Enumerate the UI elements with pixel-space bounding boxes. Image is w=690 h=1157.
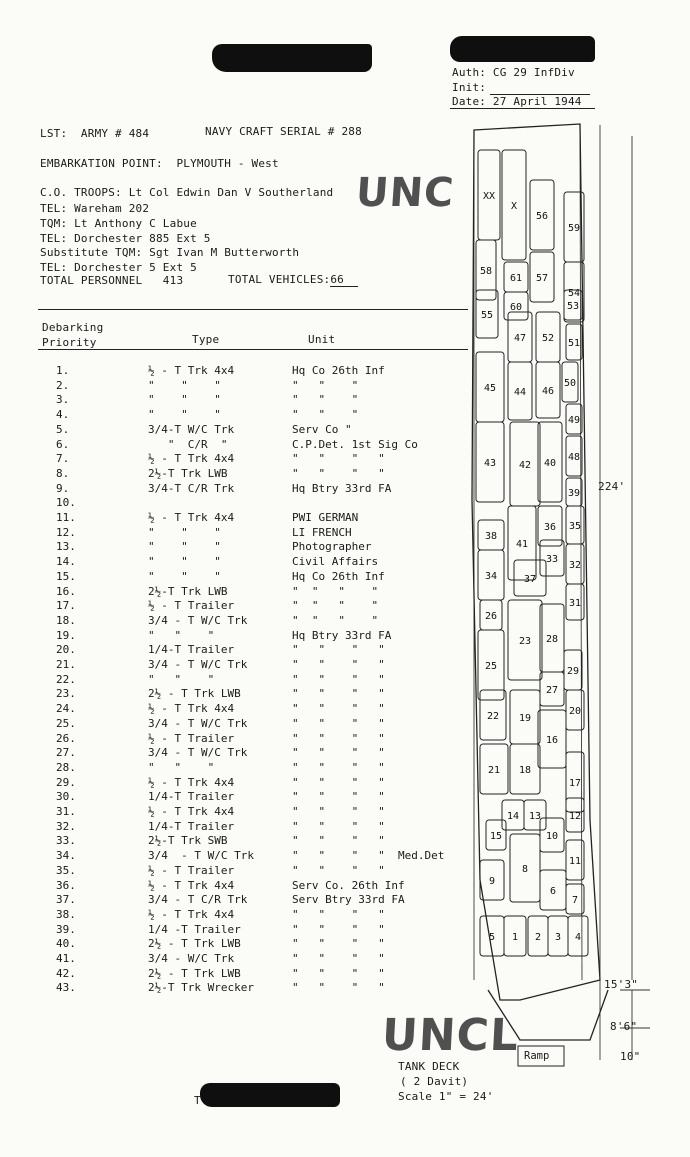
vehicle-unit: " " " " bbox=[292, 923, 385, 936]
vehicle-type: 2½-T Trk LWB bbox=[148, 467, 228, 480]
lst-number: LST: ARMY # 484 bbox=[40, 127, 150, 140]
section-rule bbox=[38, 309, 468, 310]
priority-number: 21. bbox=[56, 658, 76, 671]
deck-slot-label: 46 bbox=[541, 386, 555, 397]
vehicle-unit: " " " " Med.Det bbox=[292, 849, 445, 862]
deck-slot-label: 54 bbox=[567, 288, 581, 299]
deck-slot bbox=[566, 436, 582, 476]
deck-slot-label: 13 bbox=[528, 811, 542, 822]
deck-slot-label: 36 bbox=[543, 522, 557, 533]
deck-slot bbox=[528, 916, 548, 956]
deck-slot bbox=[566, 544, 584, 584]
ramp-label: Ramp bbox=[524, 1050, 550, 1062]
deck-slot-label: 5 bbox=[488, 932, 496, 943]
vehicle-unit: Hq Btry 33rd FA bbox=[292, 629, 392, 642]
deck-slot-label: 41 bbox=[515, 539, 529, 550]
vehicle-unit: Serv Co " bbox=[292, 423, 352, 436]
priority-number: 10. bbox=[56, 496, 76, 509]
vehicle-type: 3/4-T W/C Trk bbox=[148, 423, 235, 436]
deck-slot bbox=[564, 290, 582, 320]
deck-slot bbox=[568, 916, 588, 956]
priority-number: 23. bbox=[56, 687, 76, 700]
vehicle-type: 2½ - T Trk LWB bbox=[148, 687, 241, 700]
vehicle-type: 3/4 - T W/C Trk bbox=[148, 849, 254, 862]
priority-number: 38. bbox=[56, 908, 76, 921]
priority-header-line1: Debarking bbox=[42, 321, 104, 334]
vehicle-type: " " " bbox=[148, 393, 221, 406]
vehicle-unit: " " " bbox=[292, 408, 359, 421]
vehicle-unit: " " " " bbox=[292, 673, 385, 686]
priority-number: 12. bbox=[56, 526, 76, 539]
vehicle-type: 2½-T Trk Wrecker bbox=[148, 981, 254, 994]
vehicle-unit: " " " " bbox=[292, 643, 385, 656]
embarkation-point: EMBARKATION POINT: PLYMOUTH - West bbox=[40, 157, 279, 170]
deck-slot bbox=[514, 560, 546, 596]
deck-slot-label: 2 bbox=[534, 932, 542, 943]
vehicle-unit: " " " " bbox=[292, 820, 385, 833]
deck-slot bbox=[530, 180, 554, 250]
tqm: TQM: Lt Anthony C Labue bbox=[40, 217, 197, 230]
priority-number: 36. bbox=[56, 879, 76, 892]
redaction-bar-top-right bbox=[450, 36, 595, 62]
vehicle-unit: Hq Co 26th Inf bbox=[292, 364, 385, 377]
deck-slot-label: 4 bbox=[574, 932, 582, 943]
priority-number: 5. bbox=[56, 423, 70, 436]
deck-slot bbox=[562, 362, 578, 402]
deck-slot-label: 16 bbox=[545, 735, 559, 746]
vehicle-type: " " " bbox=[148, 673, 215, 686]
deck-slot-label: 10 bbox=[545, 831, 559, 842]
priority-number: 8. bbox=[56, 467, 70, 480]
deck-slot-label: 42 bbox=[518, 460, 532, 471]
deck-slot bbox=[536, 362, 560, 418]
substitute-tqm: Substitute TQM: Sgt Ivan M Butterworth bbox=[40, 246, 300, 259]
deck-slot-label: 21 bbox=[487, 765, 501, 776]
deck-slot bbox=[538, 710, 566, 768]
deck-slot bbox=[476, 352, 504, 422]
vehicle-type: " " " bbox=[148, 761, 215, 774]
vehicle-unit: Hq Btry 33rd FA bbox=[292, 482, 392, 495]
init-line: Init: bbox=[452, 81, 487, 94]
priority-number: 22. bbox=[56, 673, 76, 686]
priority-number: 20. bbox=[56, 643, 76, 656]
deck-slot bbox=[566, 884, 584, 914]
deck-slot bbox=[504, 262, 528, 292]
deck-slot bbox=[502, 800, 524, 830]
priority-number: 3. bbox=[56, 393, 70, 406]
vehicles-underline bbox=[330, 286, 358, 287]
vehicle-unit: " " " " bbox=[292, 585, 379, 598]
deck-slot-label: 59 bbox=[567, 223, 581, 234]
vehicle-type: ½ - T Trk 4x4 bbox=[148, 879, 235, 892]
deck-slot-label: 28 bbox=[545, 634, 559, 645]
priority-number: 43. bbox=[56, 981, 76, 994]
deck-slot bbox=[564, 650, 582, 690]
deck-slot-label: 27 bbox=[545, 685, 559, 696]
deck-slot-label: 17 bbox=[568, 778, 582, 789]
priority-number: 6. bbox=[56, 438, 70, 451]
deck-slot bbox=[566, 840, 584, 880]
caption-davit: ( 2 Davit) bbox=[400, 1075, 469, 1088]
vehicle-unit: " " " " bbox=[292, 452, 385, 465]
vehicle-type: 2½-T Trk LWB bbox=[148, 585, 228, 598]
vehicle-type: ½ - T Trk 4x4 bbox=[148, 364, 235, 377]
vehicle-unit: Serv Btry 33rd FA bbox=[292, 893, 405, 906]
deck-slot bbox=[548, 916, 568, 956]
vehicle-unit: " " " " bbox=[292, 599, 379, 612]
deck-slot-label: 56 bbox=[535, 211, 549, 222]
vehicle-unit: " " " " bbox=[292, 908, 385, 921]
priority-number: 7. bbox=[56, 452, 70, 465]
deck-slot bbox=[566, 506, 584, 544]
deck-slot bbox=[530, 252, 554, 302]
vehicle-unit: " " " " bbox=[292, 702, 385, 715]
vehicle-type: " " " bbox=[148, 540, 221, 553]
priority-header-line2: Priority bbox=[42, 336, 97, 349]
deck-slot bbox=[502, 150, 526, 260]
deck-slot bbox=[566, 324, 582, 360]
deck-slot bbox=[508, 362, 532, 420]
deck-slot-label: 60 bbox=[509, 302, 523, 313]
priority-number: 18. bbox=[56, 614, 76, 627]
deck-slot-label: 23 bbox=[518, 636, 532, 647]
dimension-10: 10" bbox=[620, 1050, 641, 1063]
vehicle-type: ½ - T Trk 4x4 bbox=[148, 702, 235, 715]
vehicle-unit: PWI GERMAN bbox=[292, 511, 359, 524]
priority-number: 1. bbox=[56, 364, 70, 377]
deck-slot bbox=[538, 422, 562, 502]
vehicle-unit: " " " bbox=[292, 379, 359, 392]
type-header: Type bbox=[192, 333, 220, 346]
priority-number: 30. bbox=[56, 790, 76, 803]
vehicle-unit: " " " " bbox=[292, 981, 385, 994]
priority-number: 29. bbox=[56, 776, 76, 789]
deck-slot bbox=[540, 870, 566, 910]
priority-number: 4. bbox=[56, 408, 70, 421]
deck-slot-label: 11 bbox=[568, 856, 582, 867]
vehicle-unit: " " " " bbox=[292, 467, 385, 480]
tel-wareham: TEL: Wareham 202 bbox=[40, 202, 150, 215]
deck-slot-label: 29 bbox=[566, 666, 580, 677]
deck-slot bbox=[504, 292, 528, 320]
deck-slot bbox=[566, 798, 584, 832]
priority-number: 39. bbox=[56, 923, 76, 936]
header-underline bbox=[38, 349, 468, 350]
vehicle-unit: " " " " bbox=[292, 717, 385, 730]
caption-tank-deck: TANK DECK bbox=[398, 1060, 460, 1073]
date-line: Date: 27 April 1944 bbox=[452, 95, 582, 108]
deck-slot-label: 50 bbox=[563, 378, 577, 389]
deck-slot bbox=[540, 818, 564, 852]
vehicle-type: 3/4 - T C/R Trk bbox=[148, 893, 248, 906]
deck-slot bbox=[510, 834, 540, 902]
priority-number: 31. bbox=[56, 805, 76, 818]
vehicle-type: 1/4-T Trailer bbox=[148, 790, 235, 803]
footer-mark: T bbox=[194, 1094, 201, 1107]
priority-number: 37. bbox=[56, 893, 76, 906]
vehicle-unit: Civil Affairs bbox=[292, 555, 379, 568]
priority-number: 28. bbox=[56, 761, 76, 774]
vehicle-unit: " " " " bbox=[292, 732, 385, 745]
vehicle-unit: Photographer bbox=[292, 540, 372, 553]
vehicle-unit: " " " " bbox=[292, 746, 385, 759]
priority-number: 33. bbox=[56, 834, 76, 847]
deck-slot bbox=[510, 422, 540, 506]
deck-slot-label: 61 bbox=[509, 273, 523, 284]
deck-slot bbox=[480, 916, 504, 956]
deck-slot bbox=[538, 506, 562, 546]
vehicle-type: 3/4 - T W/C Trk bbox=[148, 658, 248, 671]
deck-slot bbox=[480, 600, 502, 630]
deck-slot bbox=[510, 690, 540, 744]
deck-slot-label: XX bbox=[482, 191, 496, 202]
deck-slot-label: 1 bbox=[511, 932, 519, 943]
deck-slot bbox=[566, 404, 582, 434]
vehicle-unit: " " " " bbox=[292, 864, 385, 877]
deck-slot bbox=[504, 916, 526, 956]
total-personnel: TOTAL PERSONNEL 413 bbox=[40, 274, 184, 287]
priority-number: 41. bbox=[56, 952, 76, 965]
priority-number: 19. bbox=[56, 629, 76, 642]
priority-number: 2. bbox=[56, 379, 70, 392]
priority-number: 14. bbox=[56, 555, 76, 568]
deck-slot-label: 35 bbox=[568, 521, 582, 532]
vehicle-unit: " " " bbox=[292, 393, 359, 406]
deck-slot bbox=[536, 312, 560, 362]
deck-slot-label: 58 bbox=[479, 266, 493, 277]
vehicle-type: ½ - T Trk 4x4 bbox=[148, 908, 235, 921]
deck-slot-label: 45 bbox=[483, 383, 497, 394]
length-dimension: 224' bbox=[598, 480, 626, 493]
deck-slot-label: 25 bbox=[484, 661, 498, 672]
priority-number: 15. bbox=[56, 570, 76, 583]
deck-slot-label: 12 bbox=[568, 811, 582, 822]
deck-slot-label: 20 bbox=[568, 706, 582, 717]
priority-number: 26. bbox=[56, 732, 76, 745]
vehicle-type: 3/4 - T W/C Trk bbox=[148, 614, 248, 627]
priority-number: 32. bbox=[56, 820, 76, 833]
deck-slot-label: 34 bbox=[484, 571, 498, 582]
vehicle-type: " C/R " bbox=[148, 438, 228, 451]
vehicle-type: " " " bbox=[148, 526, 221, 539]
deck-slot bbox=[564, 262, 584, 322]
vehicle-type: " " " bbox=[148, 408, 221, 421]
vehicle-type: " " " bbox=[148, 570, 221, 583]
deck-slot-label: 40 bbox=[543, 458, 557, 469]
deck-slot-label: 15 bbox=[489, 831, 503, 842]
vehicle-type: ½ - T Trk 4x4 bbox=[148, 452, 235, 465]
vehicle-unit: " " " " bbox=[292, 834, 385, 847]
deck-slot-label: 53 bbox=[566, 301, 580, 312]
priority-number: 16. bbox=[56, 585, 76, 598]
deck-slot-label: 55 bbox=[480, 310, 494, 321]
vehicle-type: " " " bbox=[148, 555, 221, 568]
deck-slot-label: 37 bbox=[523, 574, 537, 585]
auth-line: Auth: CG 29 InfDiv bbox=[452, 66, 575, 79]
vehicle-type: " " " bbox=[148, 379, 221, 392]
vehicle-unit: Hq Co 26th Inf bbox=[292, 570, 385, 583]
priority-number: 11. bbox=[56, 511, 76, 524]
vehicle-type: ½ - T Trk 4x4 bbox=[148, 511, 235, 524]
dimension-8-6: 8'6" bbox=[610, 1020, 638, 1033]
navy-craft-serial: NAVY CRAFT SERIAL # 288 bbox=[205, 125, 362, 138]
deck-slot bbox=[566, 690, 584, 730]
deck-slot bbox=[566, 584, 584, 620]
vehicle-type: 3/4 - W/C Trk bbox=[148, 952, 235, 965]
vehicle-type: ½ - T Trk 4x4 bbox=[148, 776, 235, 789]
deck-slot-label: 33 bbox=[545, 554, 559, 565]
priority-number: 17. bbox=[56, 599, 76, 612]
dimension-15-3: 15'3" bbox=[604, 978, 639, 991]
priority-number: 9. bbox=[56, 482, 70, 495]
deck-slot bbox=[480, 690, 506, 740]
deck-slot-label: 51 bbox=[567, 338, 581, 349]
vehicle-unit: " " " " bbox=[292, 761, 385, 774]
deck-slot bbox=[476, 422, 504, 502]
vehicle-type: 1/4 -T Trailer bbox=[148, 923, 241, 936]
vehicle-unit: Serv Co. 26th Inf bbox=[292, 879, 405, 892]
redaction-bar-top-left bbox=[212, 44, 372, 72]
vehicle-unit: " " " " bbox=[292, 967, 385, 980]
deck-slot bbox=[478, 150, 500, 240]
priority-number: 13. bbox=[56, 540, 76, 553]
priority-number: 25. bbox=[56, 717, 76, 730]
deck-slot bbox=[478, 550, 504, 600]
deck-slot-label: 19 bbox=[518, 713, 532, 724]
vehicle-type: 3/4 - T W/C Trk bbox=[148, 717, 248, 730]
deck-slot bbox=[524, 800, 546, 830]
deck-slot bbox=[480, 860, 504, 900]
deck-slot-label: 26 bbox=[484, 611, 498, 622]
deck-slot bbox=[566, 752, 584, 812]
deck-slot-label: 49 bbox=[567, 415, 581, 426]
unclassified-stamp-bottom: UNCL bbox=[380, 1010, 521, 1061]
deck-slot-label: 32 bbox=[568, 560, 582, 571]
vehicle-type: 2½ - T Trk LWB bbox=[148, 967, 241, 980]
vehicle-unit: " " " " bbox=[292, 614, 379, 627]
deck-slot-label: 22 bbox=[486, 711, 500, 722]
unit-header: Unit bbox=[308, 333, 336, 346]
deck-slot bbox=[480, 744, 508, 794]
vehicle-type: 1/4-T Trailer bbox=[148, 643, 235, 656]
vehicle-unit: C.P.Det. 1st Sig Co bbox=[292, 438, 418, 451]
deck-slot bbox=[486, 820, 506, 850]
deck-slot-label: 3 bbox=[554, 932, 562, 943]
deck-slot bbox=[540, 540, 564, 576]
deck-slot bbox=[478, 520, 504, 550]
deck-slot bbox=[478, 630, 504, 700]
deck-slot-label: 31 bbox=[568, 598, 582, 609]
deck-slot-label: 44 bbox=[513, 387, 527, 398]
vehicle-type: 3/4 - T W/C Trk bbox=[148, 746, 248, 759]
deck-slot bbox=[510, 744, 540, 794]
tel-dorchester-1: TEL: Dorchester 885 Ext 5 bbox=[40, 232, 211, 245]
vehicle-unit: " " " " bbox=[292, 790, 385, 803]
vehicle-type: ½ - T Trailer bbox=[148, 864, 235, 877]
priority-number: 34. bbox=[56, 849, 76, 862]
deck-slot-label: 57 bbox=[535, 273, 549, 284]
deck-slot bbox=[564, 192, 584, 262]
vehicle-type: ½ - T Trailer bbox=[148, 732, 235, 745]
vehicle-unit: " " " " bbox=[292, 952, 385, 965]
deck-slot-label: 38 bbox=[484, 531, 498, 542]
deck-slot bbox=[476, 240, 496, 300]
priority-number: 40. bbox=[56, 937, 76, 950]
header-rule bbox=[450, 108, 595, 109]
deck-slot bbox=[540, 672, 564, 706]
tel-dorchester-2: TEL: Dorchester 5 Ext 5 bbox=[40, 261, 197, 274]
caption-scale: Scale 1" = 24' bbox=[398, 1090, 494, 1103]
unclassified-stamp-top: UNC bbox=[354, 170, 456, 216]
vehicle-type: 1/4-T Trailer bbox=[148, 820, 235, 833]
priority-number: 27. bbox=[56, 746, 76, 759]
deck-slot bbox=[508, 600, 542, 680]
deck-slot-label: 7 bbox=[571, 895, 579, 906]
vehicle-unit: LI FRENCH bbox=[292, 526, 352, 539]
vehicle-type: " " " bbox=[148, 629, 215, 642]
deck-slot-label: 6 bbox=[549, 886, 557, 897]
vehicle-unit: " " " " bbox=[292, 658, 385, 671]
vehicle-unit: " " " " bbox=[292, 776, 385, 789]
deck-slot-label: 14 bbox=[506, 811, 520, 822]
deck-slot bbox=[540, 604, 564, 672]
deck-slot bbox=[476, 290, 498, 338]
deck-slot-label: 48 bbox=[567, 452, 581, 463]
deck-slot-label: 9 bbox=[488, 876, 496, 887]
vehicle-unit: " " " " bbox=[292, 937, 385, 950]
deck-slot-label: 47 bbox=[513, 333, 527, 344]
deck-slot bbox=[508, 312, 532, 362]
deck-slot-label: 8 bbox=[521, 864, 529, 875]
deck-slot-label: X bbox=[510, 201, 518, 212]
priority-number: 42. bbox=[56, 967, 76, 980]
deck-slot-label: 39 bbox=[567, 488, 581, 499]
priority-number: 24. bbox=[56, 702, 76, 715]
vehicle-type: 3/4-T C/R Trk bbox=[148, 482, 235, 495]
redaction-bar-bottom bbox=[200, 1083, 340, 1107]
total-vehicles: TOTAL VEHICLES:66 bbox=[228, 273, 344, 286]
priority-number: 35. bbox=[56, 864, 76, 877]
deck-slot bbox=[566, 478, 582, 506]
vehicle-unit: " " " " bbox=[292, 687, 385, 700]
vehicle-type: 2½-T Trk SWB bbox=[148, 834, 228, 847]
vehicle-type: ½ - T Trk 4x4 bbox=[148, 805, 235, 818]
deck-slot-label: 18 bbox=[518, 765, 532, 776]
deck-slot bbox=[508, 506, 536, 580]
vehicle-type: ½ - T Trailer bbox=[148, 599, 235, 612]
co-troops: C.O. TROOPS: Lt Col Edwin Dan V Southerland bbox=[40, 186, 334, 199]
deck-slot-label: 52 bbox=[541, 333, 555, 344]
deck-slot-label: 43 bbox=[483, 458, 497, 469]
vehicle-type: 2½ - T Trk LWB bbox=[148, 937, 241, 950]
vehicle-unit: " " " " bbox=[292, 805, 385, 818]
